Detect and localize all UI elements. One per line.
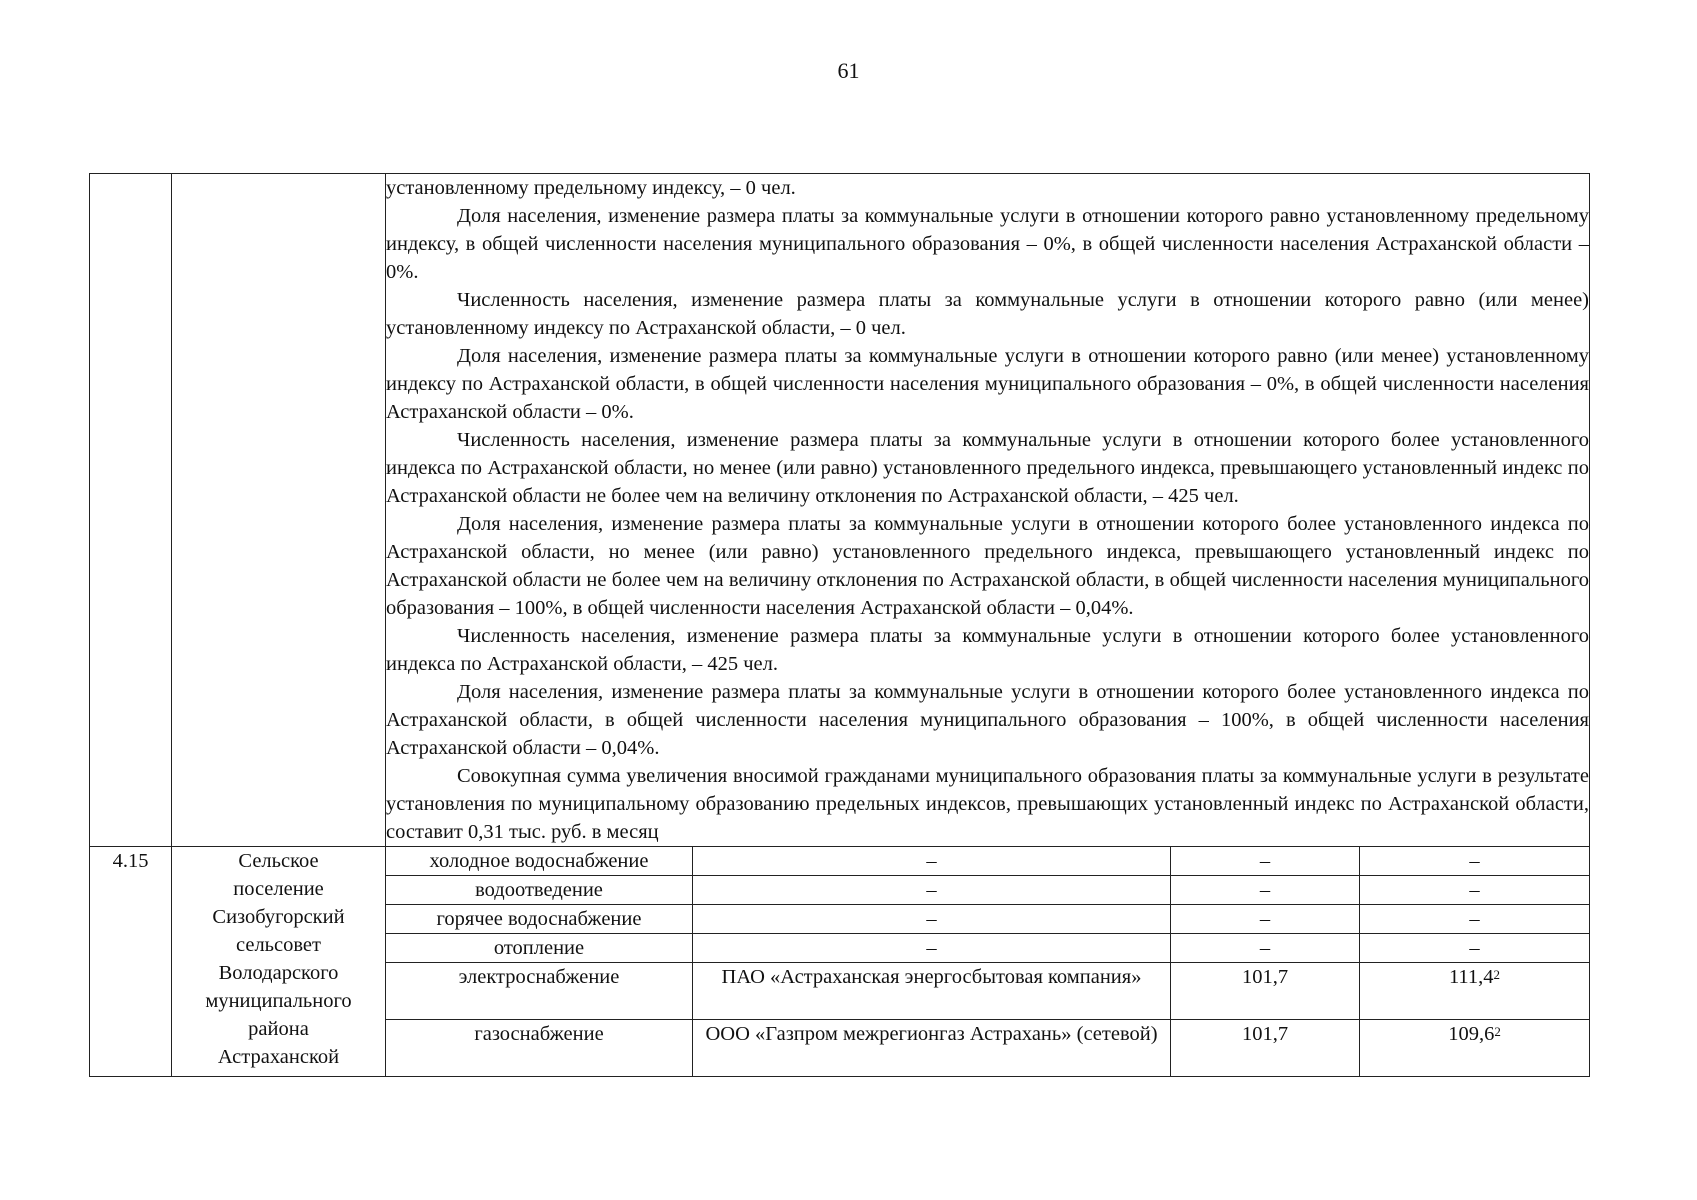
organization-line: муниципального: [205, 990, 352, 1012]
limit-index-value: –: [1360, 905, 1590, 934]
service-name: горячее водоснабжение: [386, 905, 693, 934]
service-row: [90, 847, 1590, 876]
provider-name: –: [693, 847, 1171, 876]
paragraph: Доля населения, изменение размера платы за коммунальные услуги в отношении которого более установленного индекса по Астраханской области, в общей численности населения муниципального образования – 100%, в общей численности населения Астраханской области – 0,04%.: [386, 681, 1589, 759]
limit-index-value: –: [1360, 847, 1590, 876]
organization-name: [172, 847, 386, 1077]
footnote-mark: 2: [1493, 967, 1501, 982]
paragraph: Доля населения, изменение размера платы за коммунальные услуги в отношении которого равно установленному предельному индексу, в общей численности населения муниципального образования – 0%, в общей численности населения Астраханской области – 0%.: [386, 205, 1589, 283]
page-number: 61: [837, 58, 860, 83]
organization-line: сельсовет: [236, 934, 321, 956]
description-cell: [386, 174, 1590, 847]
paragraph: Численность населения, изменение размера платы за коммунальные услуги в отношении которого равно (или менее) установленному индексу по Астраханской области, – 0 чел.: [386, 289, 1589, 339]
organization-line: Сельское: [238, 850, 319, 872]
paragraph: установленному предельному индексу, – 0 чел.: [386, 177, 796, 199]
index-value: 101,7: [1171, 963, 1360, 1020]
limit-index-value: –: [1360, 876, 1590, 905]
organization-cell-empty: [172, 174, 386, 847]
index-value: –: [1171, 876, 1360, 905]
provider-name: –: [693, 934, 1171, 963]
index-value: 101,7: [1171, 1020, 1360, 1077]
service-name: водоотведение: [386, 876, 693, 905]
continuation-row: [90, 174, 1590, 847]
provider-name: ООО «Газпром межрегионгаз Астрахань» (сетевой): [693, 1020, 1171, 1077]
organization-line: Володарского: [218, 962, 339, 984]
footnote-mark: 2: [1494, 1024, 1501, 1039]
organization-line: поселение: [233, 878, 324, 900]
service-name: газоснабжение: [386, 1020, 693, 1077]
index-value: –: [1171, 934, 1360, 963]
index-value: –: [1171, 905, 1360, 934]
provider-name: ПАО «Астраханская энергосбытовая компания»: [693, 963, 1171, 1020]
service-name: отопление: [386, 934, 693, 963]
tariff-table: [89, 173, 1590, 1077]
paragraph: Доля населения, изменение размера платы за коммунальные услуги в отношении которого равно (или менее) установленному индексу по Астраханской области, в общей численности населения муниципального образования – 0%, в общей численности населения Астраханской области – 0%.: [386, 345, 1589, 423]
number-cell-empty: [90, 174, 172, 847]
provider-name: –: [693, 876, 1171, 905]
service-name: холодное водоснабжение: [386, 847, 693, 876]
entry-number: 4.15: [90, 847, 172, 1077]
service-name: электроснабжение: [386, 963, 693, 1020]
paragraph: Численность населения, изменение размера платы за коммунальные услуги в отношении которого более установленного индекса по Астраханской области, но менее (или равно) установленного предельного индекса, превышающего установленный индекс по Астраханской области не более чем на величину отклонения по Астраханской области, – 425 чел.: [386, 429, 1589, 507]
organization-line: района: [248, 1018, 309, 1040]
provider-name: –: [693, 905, 1171, 934]
paragraph: Совокупная сумма увеличения вносимой гражданами муниципального образования платы за коммунальные услуги в результате установления по муниципальному образованию предельных индексов, превышающих установленный индекс по Астраханской области, составит 0,31 тыс. руб. в месяц: [386, 765, 1589, 843]
limit-index-value: 111,4: [1448, 966, 1494, 988]
organization-line: Астраханской: [217, 1046, 340, 1068]
limit-index-cell: [1360, 963, 1590, 1020]
paragraph: Доля населения, изменение размера платы за коммунальные услуги в отношении которого более установленного индекса по Астраханской области, но менее (или равно) установленного предельного индекса, превышающего установленный индекс по Астраханской области не более чем на величину отклонения по Астраханской области, в общей численности населения муниципального образования – 100%, в общей численности населения Астраханской области – 0,04%.: [386, 513, 1589, 619]
organization-line: Сизобугорский: [212, 906, 345, 928]
limit-index-value: 109,6: [1448, 1023, 1495, 1045]
paragraph: Численность населения, изменение размера платы за коммунальные услуги в отношении которого более установленного индекса по Астраханской области, – 425 чел.: [386, 625, 1589, 675]
index-value: –: [1171, 847, 1360, 876]
limit-index-value: –: [1360, 934, 1590, 963]
limit-index-cell: [1360, 1020, 1590, 1077]
